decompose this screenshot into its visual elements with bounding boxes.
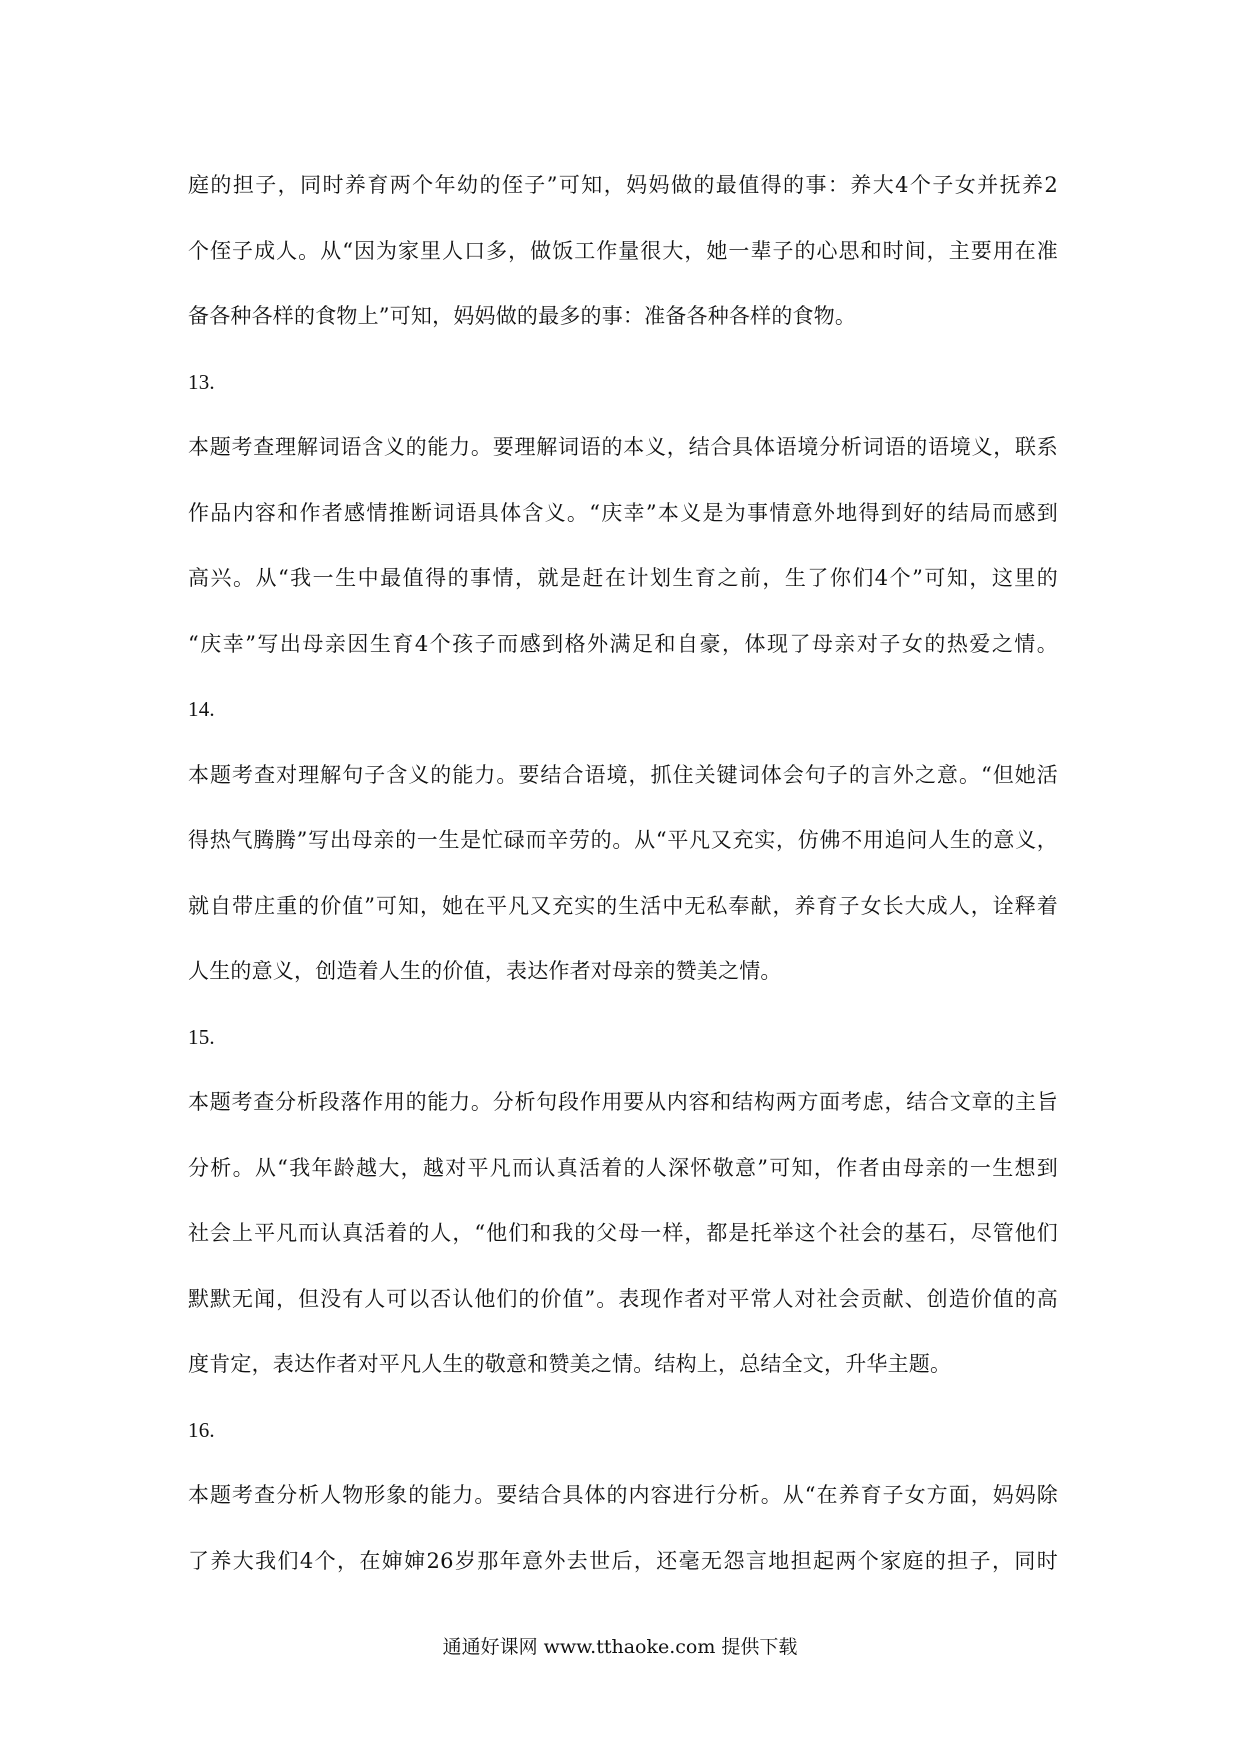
text-line: 得热气腾腾”写出母亲的一生是忙碌而辛劳的。从“平凡又充实，仿佛不用追问人生的意义， xyxy=(188,828,1058,852)
question-number-14: 14. xyxy=(188,697,215,721)
text-line: 庭的担子，同时养育两个年幼的侄子”可知，妈妈做的最值得的事：养大4个子女并抚养2 xyxy=(188,173,1058,197)
text-line: 备各种各样的食物上”可知，妈妈做的最多的事：准备各种各样的食物。 xyxy=(188,304,857,328)
question-number-13: 13. xyxy=(188,369,215,394)
text-line: 作品内容和作者感情推断词语具体含义。“庆幸”本义是为事情意外地得到好的结局而感到 xyxy=(188,500,1058,525)
text-line: 默默无闻，但没有人可以否认他们的价值”。表现作者对平常人对社会贡献、创造价值的高 xyxy=(188,1286,1058,1311)
text-line: 本题考查理解词语含义的能力。要理解词语的本义，结合具体语境分析词语的语境义，联系 xyxy=(188,435,1058,459)
text-line: 人生的意义，创造着人生的价值，表达作者对母亲的赞美之情。 xyxy=(188,959,782,983)
text-line: 高兴。从“我一生中最值得的事情，就是赶在计划生育之前，生了你们4个”可知，这里的 xyxy=(188,566,1058,590)
question-number-15: 15. xyxy=(188,1024,215,1049)
text-line: 社会上平凡而认真活着的人，“他们和我的父母一样，都是托举这个社会的基石，尽管他们 xyxy=(188,1221,1058,1245)
text-line: 就自带庄重的价值”可知，她在平凡又充实的生活中无私奉献，养育子女长大成人，诠释着 xyxy=(188,893,1058,918)
answer-text-body xyxy=(188,161,1058,1602)
text-line: “庆幸”写出母亲因生育4个孩子而感到格外满足和自豪，体现了母亲对子女的热爱之情。 xyxy=(188,631,1058,656)
question-number-16: 16. xyxy=(188,1417,215,1442)
text-line: 本题考查对理解句子含义的能力。要结合语境，抓住关键词体会句子的言外之意。“但她活 xyxy=(188,762,1058,787)
page-footer: 通通好课网 www.tthaoke.com 提供下载 xyxy=(442,1636,798,1658)
text-line: 度肯定，表达作者对平凡人生的敬意和赞美之情。结构上，总结全文，升华主题。 xyxy=(188,1352,952,1376)
text-line: 个侄子成人。从“因为家里人口多，做饭工作量很大，她一辈子的心思和时间，主要用在准 xyxy=(188,238,1058,263)
text-line: 了养大我们4个，在婶婶26岁那年意外去世后，还毫无怨言地担起两个家庭的担子，同时 xyxy=(188,1548,1058,1573)
text-line: 本题考查分析段落作用的能力。分析句段作用要从内容和结构两方面考虑，结合文章的主旨 xyxy=(188,1090,1058,1114)
text-line: 分析。从“我年龄越大，越对平凡而认真活着的人深怀敬意”可知，作者由母亲的一生想到 xyxy=(188,1155,1058,1180)
text-line: 本题考查分析人物形象的能力。要结合具体的内容进行分析。从“在养育子女方面，妈妈除 xyxy=(188,1483,1058,1507)
